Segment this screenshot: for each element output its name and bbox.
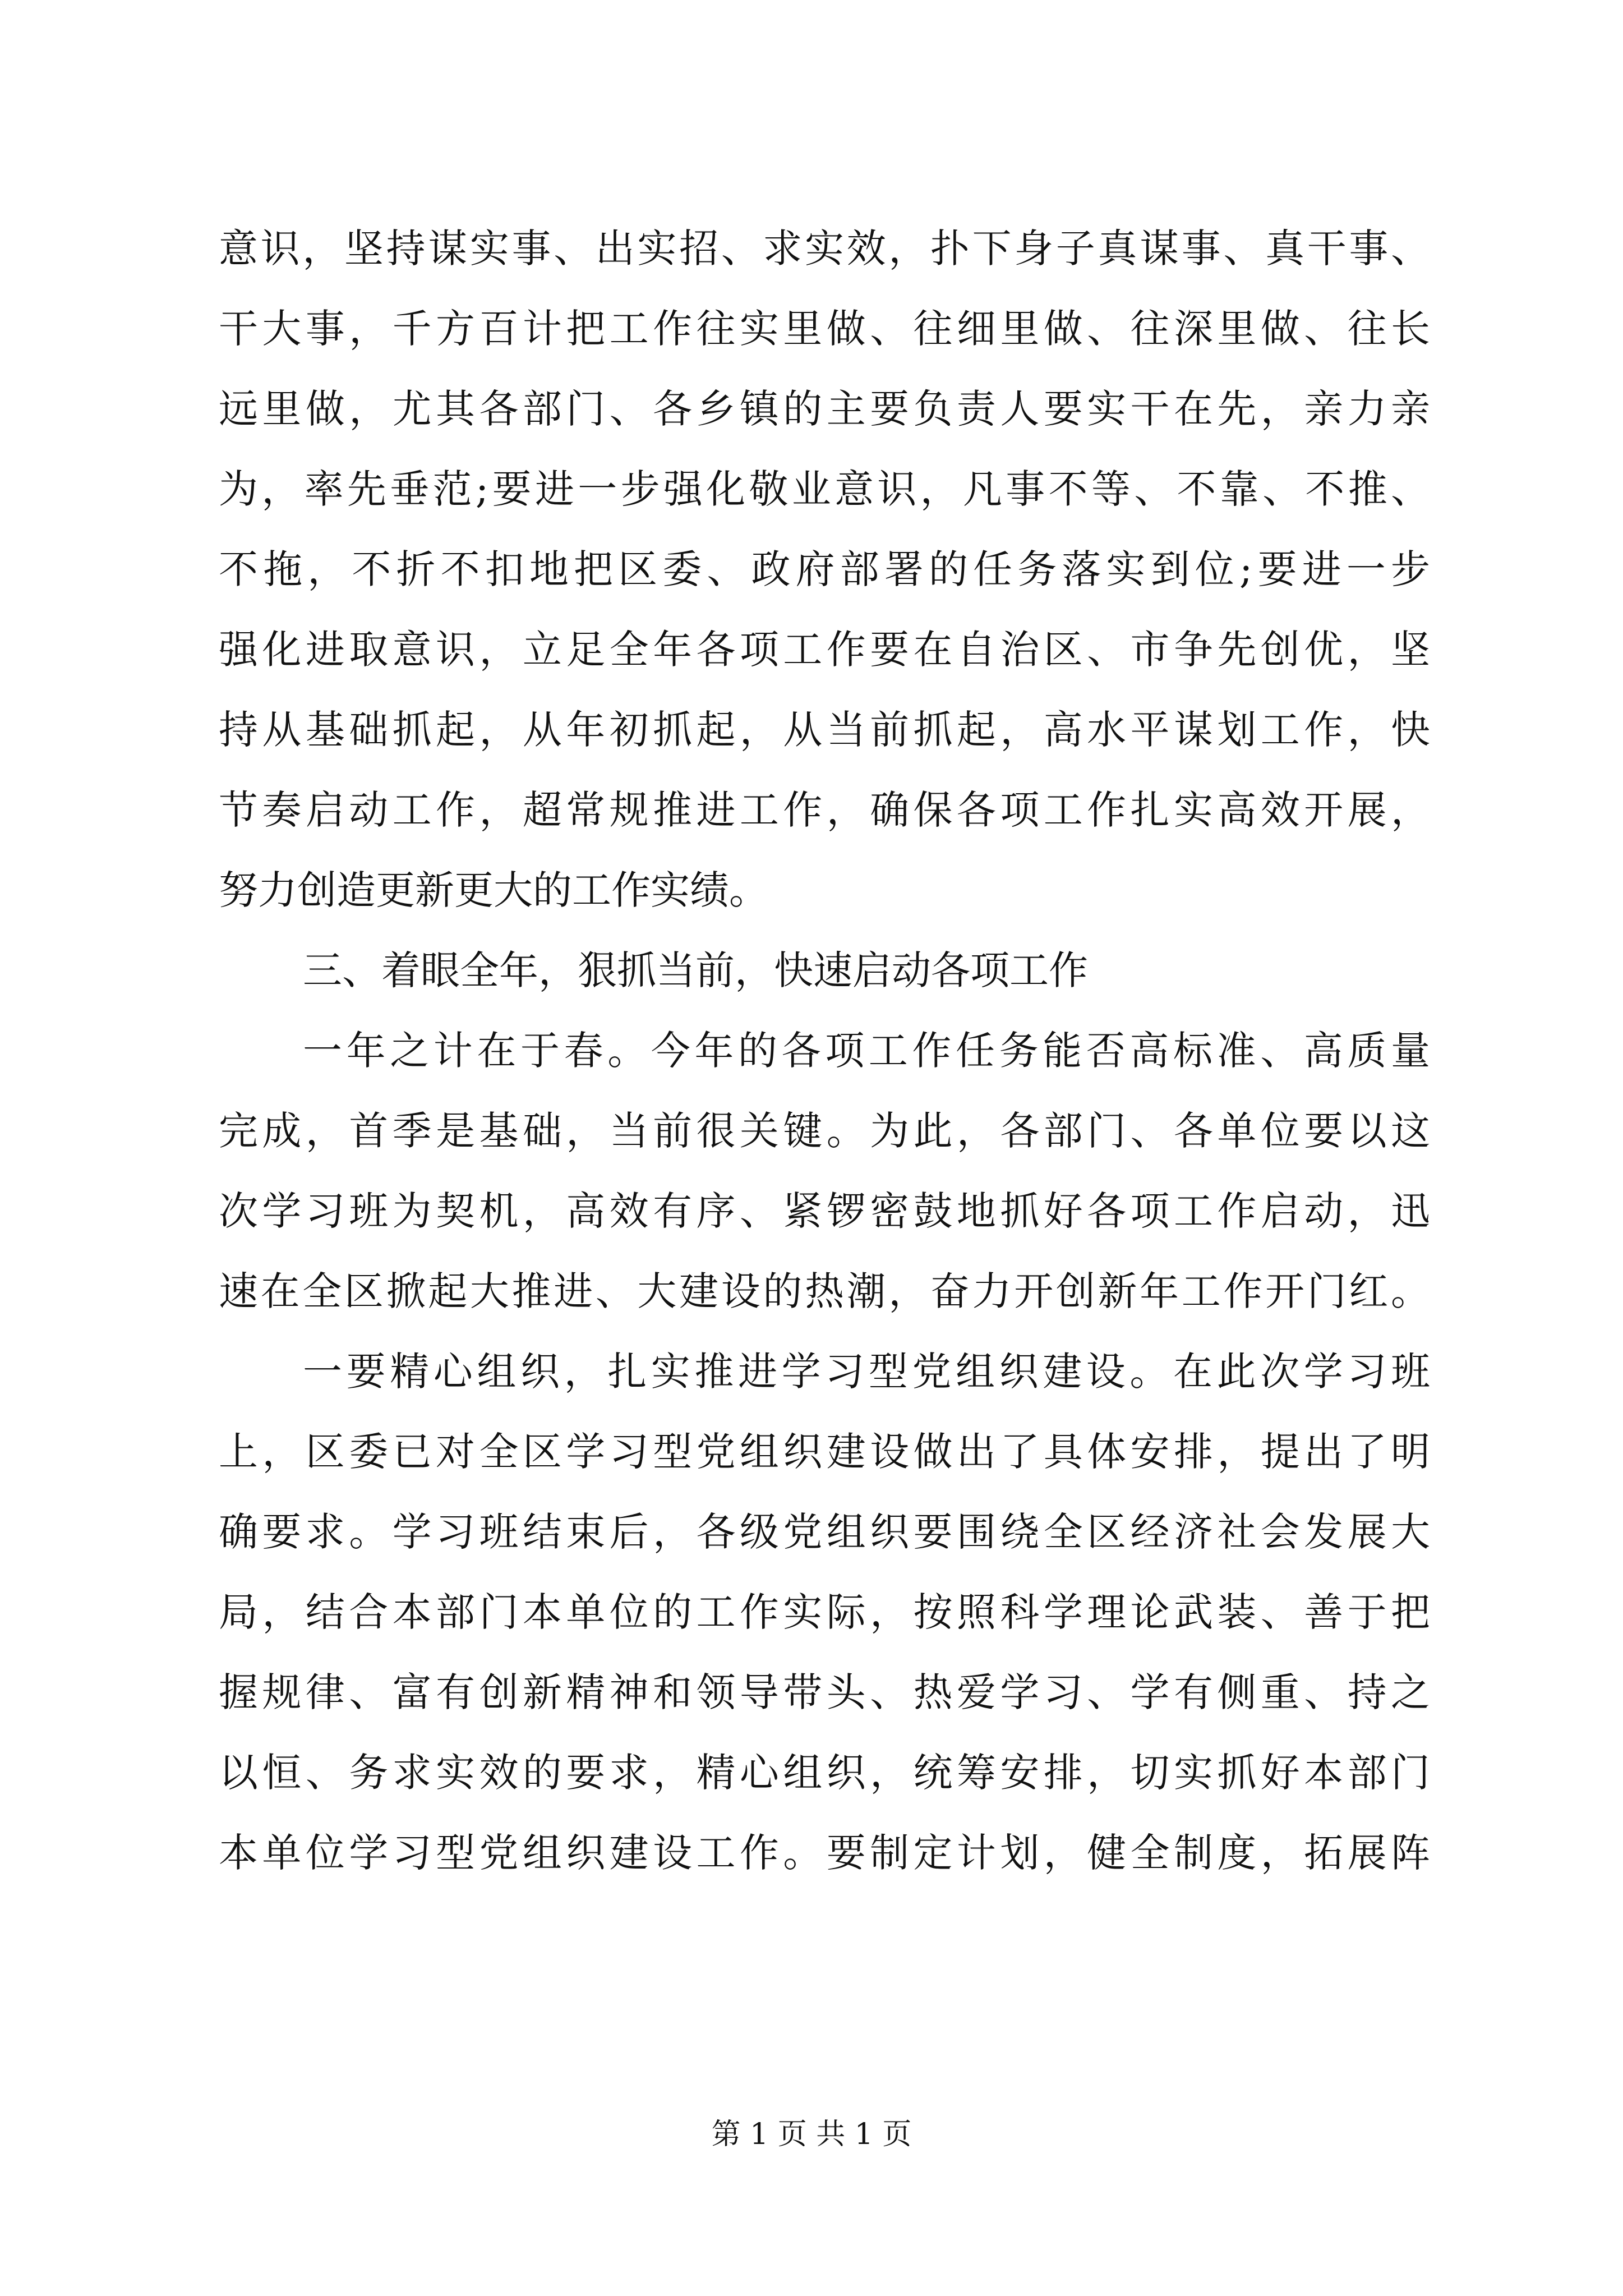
text-line: 意识，坚持谋实事、出实招、求实效，扑下身子真谋事、真干事、 <box>219 226 1430 272</box>
text-line: 节奏启动工作，超常规推进工作，确保各项工作扎实高效开展， <box>219 787 1430 833</box>
text-line: 局，结合本部门本单位的工作实际，按照科学理论武装、善于把 <box>219 1589 1430 1635</box>
text-line: 一要精心组织，扎实推进学习型党组织建设。在此次学习班 <box>303 1349 1430 1395</box>
text-line: 不拖，不折不扣地把区委、政府部署的任务落实到位;要进一步 <box>219 546 1430 592</box>
text-line: 强化进取意识，立足全年各项工作要在自治区、市争先创优，坚 <box>219 627 1430 673</box>
text-line: 确要求。学习班结束后，各级党组织要围绕全区经济社会发展大 <box>219 1509 1430 1555</box>
text-line: 以恒、务求实效的要求，精心组织，统筹安排，切实抓好本部门 <box>219 1750 1430 1796</box>
text-line: 次学习班为契机，高效有序、紧锣密鼓地抓好各项工作启动，迅 <box>219 1188 1430 1234</box>
text-line: 速在全区掀起大推进、大建设的热潮，奋力开创新年工作开门红。 <box>219 1268 1430 1314</box>
text-line: 持从基础抓起，从年初抓起，从当前抓起，高水平谋划工作，快 <box>219 707 1430 753</box>
text-line: 努力创造更新更大的工作实绩。 <box>219 867 768 913</box>
section-heading: 三、着眼全年，狠抓当前，快速启动各项工作 <box>303 947 1088 993</box>
text-line: 握规律、富有创新精神和领导带头、热爱学习、学有侧重、持之 <box>219 1669 1430 1715</box>
text-line: 完成，首季是基础，当前很关键。为此，各部门、各单位要以这 <box>219 1108 1430 1154</box>
text-line: 上，区委已对全区学习型党组织建设做出了具体安排，提出了明 <box>219 1429 1430 1475</box>
text-line: 干大事，千方百计把工作往实里做、往细里做、往深里做、往长 <box>219 306 1430 352</box>
text-line: 一年之计在于春。今年的各项工作任务能否高标准、高质量 <box>303 1028 1430 1074</box>
page-number-footer: 第 1 页 共 1 页 <box>711 2118 912 2151</box>
text-line: 远里做，尤其各部门、各乡镇的主要负责人要实干在先，亲力亲 <box>219 386 1430 432</box>
body-text <box>219 209 1430 1893</box>
text-line: 本单位学习型党组织建设工作。要制定计划，健全制度，拓展阵 <box>219 1830 1430 1876</box>
text-line: 为，率先垂范;要进一步强化敬业意识，凡事不等、不靠、不推、 <box>219 466 1430 512</box>
